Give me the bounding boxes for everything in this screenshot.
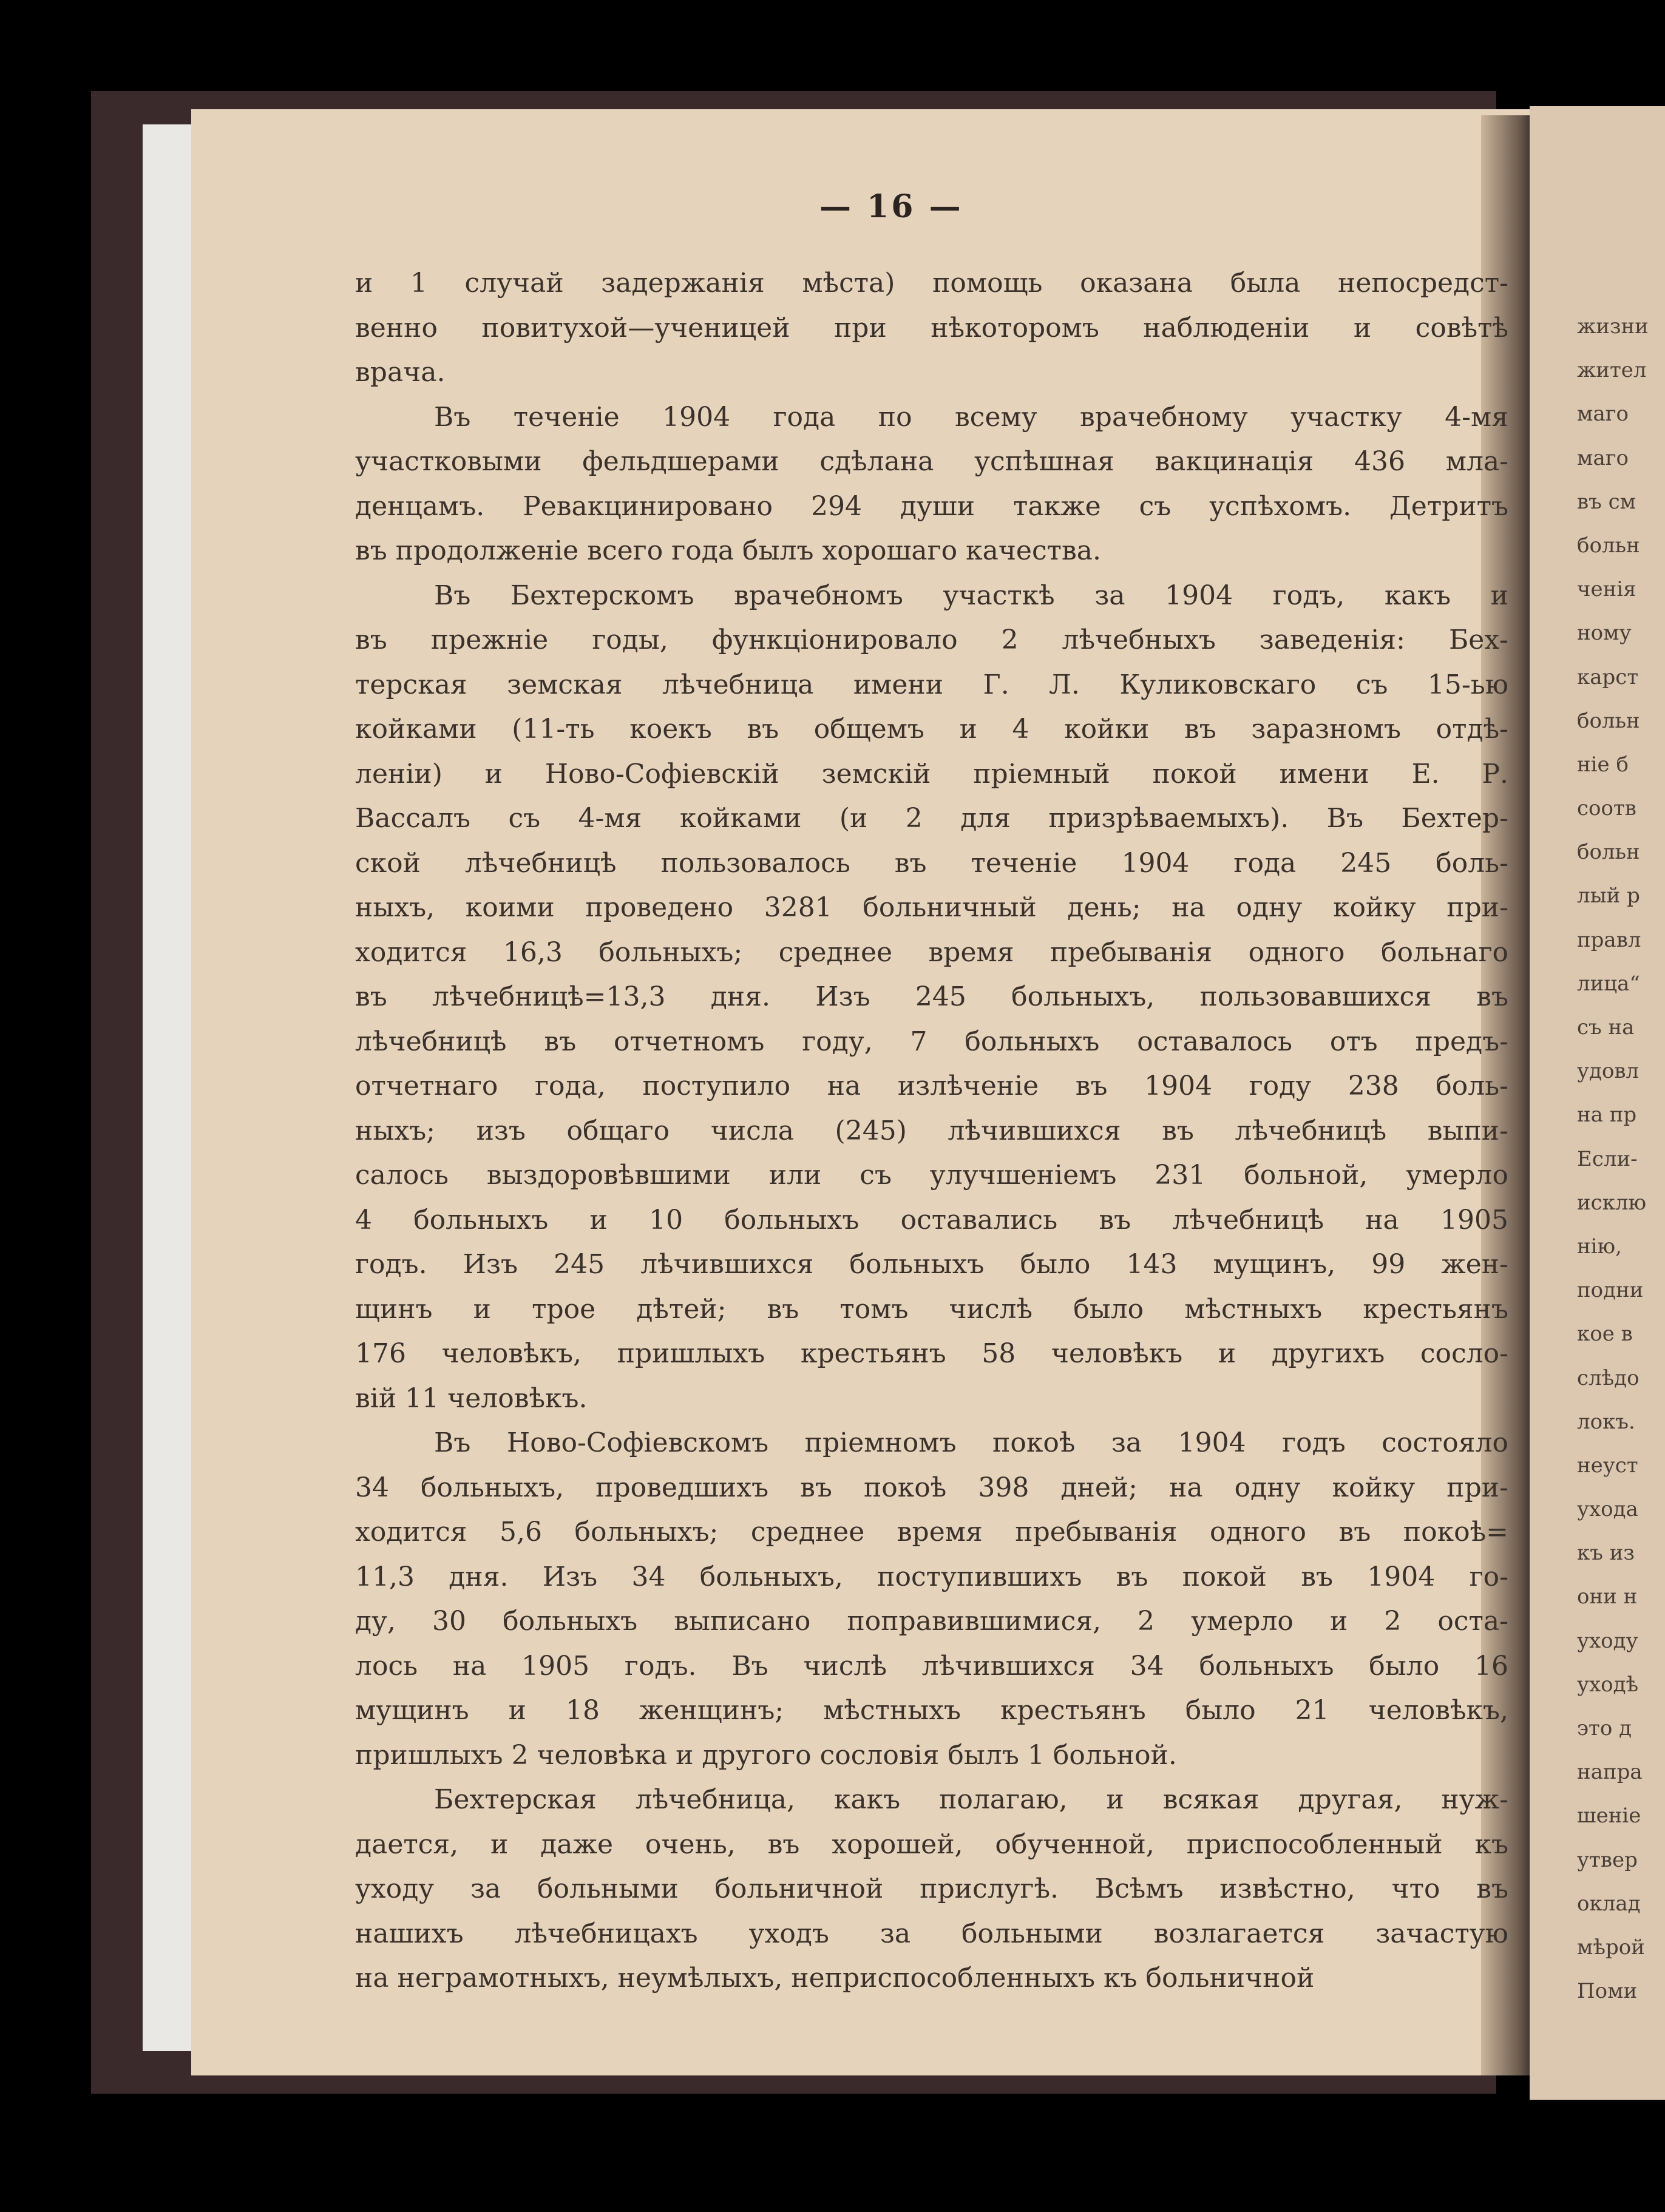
next-page-fragment: больн (1577, 533, 1640, 558)
next-page-fragment: на пр (1577, 1103, 1637, 1128)
next-page-fragment: мѣрой (1577, 1935, 1645, 1960)
text-line: Бехтерская лѣчебница, какъ полагаю, и всякая другая, нуж- (434, 1784, 1508, 1815)
next-page-fragment: съ на (1577, 1015, 1635, 1040)
text-line: Вассалъ съ 4-мя койками (и 2 для призрѣваемыхъ). Въ Бехтер- (355, 803, 1508, 834)
next-page-fragment: напра (1577, 1760, 1643, 1785)
next-page-fragment: неуст (1577, 1453, 1638, 1478)
text-line: ходится 5,6 больныхъ; среднее время пребыванія одного въ покоѣ= (355, 1517, 1508, 1547)
text-line: и 1 случай задержанія мѣста) помощь оказана была непосредст- (355, 268, 1508, 299)
next-page-fragment: слѣдо (1577, 1365, 1640, 1390)
text-line: щинъ и трое дѣтей; въ томъ числѣ было мѣстныхъ крестьянъ (355, 1293, 1508, 1325)
text-line: 34 больныхъ, проведшихъ въ покоѣ 398 дней; на одну койку при- (355, 1472, 1508, 1503)
text-line: Въ Бехтерскомъ врачебномъ участкѣ за 1904 годъ, какъ и (434, 580, 1508, 611)
text-line: вій 11 человѣкъ. (355, 1382, 588, 1414)
next-page-fragment: уходу (1577, 1628, 1638, 1653)
text-line: 11,3 дня. Изъ 34 больныхъ, поступившихъ въ покой въ 1904 го- (355, 1561, 1508, 1592)
text-line: венно повитухой—ученицей при нѣкоторомъ наблюденіи и совѣтѣ (355, 312, 1508, 343)
text-line: въ продолженіе всего года былъ хорошаго качества. (355, 535, 1101, 566)
next-page-fragment: уходѣ (1577, 1672, 1639, 1697)
next-page-fragment: больн (1577, 840, 1640, 865)
next-page-fragment: Если- (1577, 1146, 1638, 1171)
text-line: врача. (355, 357, 446, 388)
next-page-fragment: это д (1577, 1716, 1632, 1740)
next-page-fragment: маго (1577, 402, 1629, 427)
next-page-fragment: нію, (1577, 1234, 1622, 1259)
next-page-fragment: подни (1577, 1278, 1644, 1303)
text-line: участковыми фельдшерами сдѣлана успѣшная вакцинація 436 мла- (355, 446, 1508, 477)
text-line: ской лѣчебницѣ пользовалось въ теченіе 1904 года 245 боль- (355, 847, 1508, 879)
page-number: — 16 — (819, 188, 963, 225)
next-page-fragment: Поми (1577, 1979, 1638, 2004)
next-page-fragment: карст (1577, 665, 1639, 689)
next-page-fragment: ухода (1577, 1497, 1638, 1522)
text-line: въ прежніе годы, функціонировало 2 лѣчебныхъ заведенія: Бех- (355, 624, 1508, 655)
text-line: въ лѣчебницѣ=13,3 дня. Изъ 245 больныхъ, пользовавшихся въ (355, 981, 1508, 1012)
next-page-fragment: локъ. (1577, 1409, 1635, 1434)
text-line: годъ. Изъ 245 лѣчившихся больныхъ было 143 мущинъ, 99 жен- (355, 1249, 1508, 1280)
next-page-fragment: больн (1577, 708, 1640, 733)
next-page-fragment: лый р (1577, 884, 1640, 908)
next-page-fragment: ніе б (1577, 752, 1629, 777)
page-body-text (355, 261, 1508, 2001)
text-line: леніи) и Ново-Софіевскій земскій пріемный покой имени Е. Р. (355, 758, 1508, 790)
next-page-fragment: ному (1577, 621, 1632, 646)
text-line: денцамъ. Ревакцинировано 294 души также съ успѣхомъ. Детритъ (355, 490, 1508, 522)
text-line: 176 человѣкъ, пришлыхъ крестьянъ 58 человѣкъ и другихъ сосло- (355, 1338, 1508, 1369)
next-page-fragment: ченія (1577, 577, 1636, 602)
text-line: ходится 16,3 больныхъ; среднее время пребыванія одного больнаго (355, 936, 1508, 968)
page-edge (143, 124, 191, 2051)
text-line: Въ Ново-Софіевскомъ пріемномъ покоѣ за 1904 годъ состояло (434, 1427, 1508, 1458)
text-line: нашихъ лѣчебницахъ уходъ за больными возлагается зачастую (355, 1918, 1508, 1949)
text-line: дается, и даже очень, въ хорошей, обученной, приспособленный къ (355, 1828, 1508, 1860)
next-page-fragment: исклю (1577, 1190, 1647, 1215)
next-page-fragment: жизни (1577, 314, 1649, 339)
text-line: отчетнаго года, поступило на излѣченіе въ 1904 году 238 боль- (355, 1070, 1508, 1101)
text-line: пришлыхъ 2 человѣка и другого сословія былъ 1 больной. (355, 1739, 1177, 1771)
next-page-text (1577, 305, 1665, 2013)
next-page-fragment: въ см (1577, 489, 1636, 514)
text-line: на неграмотныхъ, неумѣлыхъ, неприспособленныхъ къ больничной (355, 1963, 1315, 1994)
next-page-fragment: кое в (1577, 1322, 1633, 1347)
next-page-fragment: лица“ (1577, 971, 1640, 996)
text-line: ныхъ; изъ общаго числа (245) лѣчившихся въ лѣчебницѣ выпи- (355, 1115, 1508, 1146)
next-page-fragment: соотв (1577, 796, 1636, 821)
text-line: уходу за больными больничной прислугѣ. Всѣмъ извѣстно, что въ (355, 1873, 1508, 1904)
next-page-fragment: оклад (1577, 1891, 1641, 1916)
text-line: лось на 1905 годъ. Въ числѣ лѣчившихся 34 больныхъ было 16 (355, 1650, 1508, 1682)
text-line: Въ теченіе 1904 года по всему врачебному участку 4-мя (434, 401, 1508, 433)
text-line: 4 больныхъ и 10 больныхъ оставались въ лѣчебницѣ на 1905 (355, 1204, 1508, 1236)
text-line: лѣчебницѣ въ отчетномъ году, 7 больныхъ оставалось отъ предъ- (355, 1026, 1508, 1057)
text-line: ду, 30 больныхъ выписано поправившимися, 2 умерло и 2 оста- (355, 1606, 1508, 1637)
text-line: койками (11-ть коекъ въ общемъ и 4 койки въ заразномъ отдѣ- (355, 714, 1508, 745)
next-page-fragment: маго (1577, 445, 1629, 470)
text-line: салось выздоровѣвшими или съ улучшеніемъ 231 больной, умерло (355, 1160, 1508, 1191)
next-page-fragment: къ из (1577, 1541, 1635, 1566)
next-page-fragment: удовл (1577, 1059, 1640, 1084)
next-page-fragment: они н (1577, 1585, 1638, 1609)
text-line: мущинъ и 18 женщинъ; мѣстныхъ крестьянъ было 21 человѣкъ, (355, 1695, 1508, 1726)
next-page-fragment: жител (1577, 358, 1647, 383)
next-page-fragment: утвер (1577, 1847, 1638, 1872)
text-line: терская земская лѣчебница имени Г. Л. Куликовскаго съ 15-ью (355, 669, 1508, 700)
next-page-fragment: правл (1577, 927, 1641, 952)
text-line: ныхъ, коими проведено 3281 больничный день; на одну койку при- (355, 892, 1508, 923)
next-page-fragment: шеніе (1577, 1804, 1641, 1828)
